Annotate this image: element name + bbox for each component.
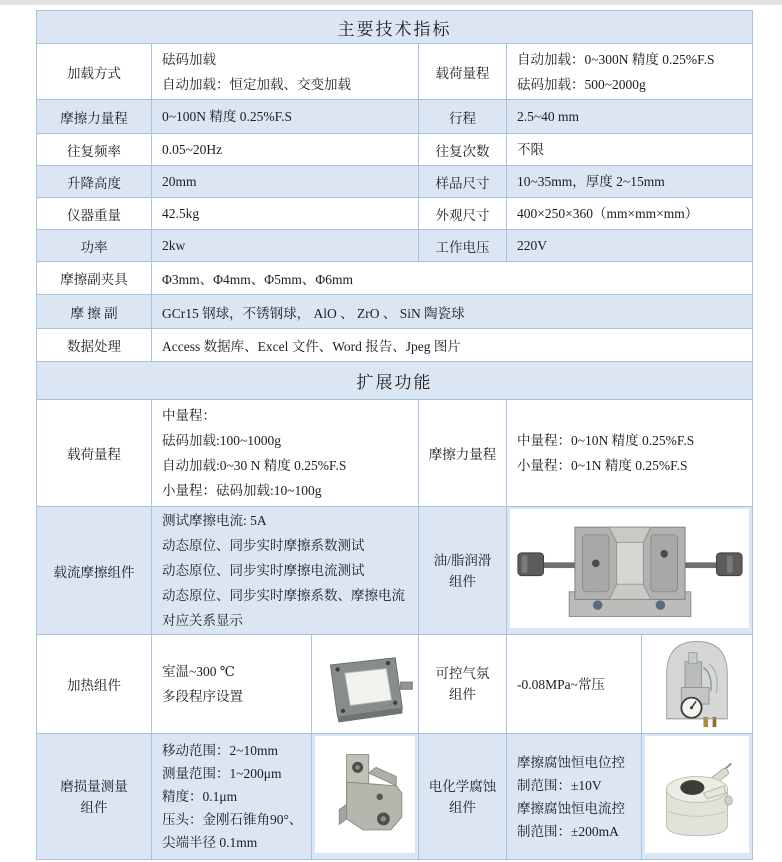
spec-value: 0.05~20Hz — [152, 134, 419, 166]
spec-value: 220V — [507, 230, 753, 262]
spec-label: 加热组件 — [37, 635, 152, 734]
spec-value: 20mm — [152, 166, 419, 198]
spec-label: 功率 — [37, 230, 152, 262]
electrochemical-cell-photo — [645, 736, 749, 853]
spec-value: 2kw — [152, 230, 419, 262]
spec-label: 磨损量测量 组件 — [37, 734, 152, 860]
table-row — [37, 635, 753, 734]
spec-value: 2.5~40 mm — [507, 100, 753, 134]
table-row — [37, 198, 753, 230]
spec-value: 测试摩擦电流: 5A 动态原位、同步实时摩擦系数测试 动态原位、同步实时摩擦电流测试 动态原位、同步实时摩擦系数、摩擦电流对应关系显示 — [152, 507, 419, 635]
table-row — [37, 400, 753, 507]
spec-label: 电化学腐蚀 组件 — [419, 734, 507, 860]
spec-label: 行程 — [419, 100, 507, 134]
wear-measurement-sensor-photo — [315, 736, 415, 853]
table-row — [37, 734, 753, 860]
spec-value: 10~35mm，厚度 2~15mm — [507, 166, 753, 198]
spec-value: GCr15 钢球，不锈钢球， AlO 、 ZrO 、 SiN 陶瓷球 — [152, 295, 753, 329]
spec-label: 外观尺寸 — [419, 198, 507, 230]
section-title-ext: 扩展功能 — [37, 362, 753, 400]
spec-label: 油/脂润滑 组件 — [419, 507, 507, 635]
table-row — [37, 507, 753, 635]
photo-cell — [642, 635, 753, 734]
table-row — [37, 329, 753, 362]
spec-label: 样品尺寸 — [419, 166, 507, 198]
spec-label: 升降高度 — [37, 166, 152, 198]
table-row — [37, 134, 753, 166]
spec-value: 中量程： 砝码加载:100~1000g 自动加载:0~30 N 精度 0.25%F.S 小量程：砝码加载:10~100g — [152, 400, 419, 507]
heating-plate-photo — [315, 637, 415, 727]
spec-value: 砝码加载 自动加载：恒定加载、交变加载 — [152, 44, 419, 100]
spec-value: 42.5kg — [152, 198, 419, 230]
spec-label: 摩 擦 副 — [37, 295, 152, 329]
bell-jar-illustration — [645, 636, 749, 728]
photo-cell — [312, 635, 419, 734]
spec-value: 移动范围：2~10mm 测量范围：1~200μm 精度：0.1μm 压头：金刚石锥角90°、尖端半径 0.1mm — [152, 734, 312, 860]
spec-label: 往复频率 — [37, 134, 152, 166]
spec-value: 自动加载：0~300N 精度 0.25%F.S 砝码加载：500~2000g — [507, 44, 753, 100]
table-row — [37, 262, 753, 295]
photo-cell — [642, 734, 753, 860]
section-title-main: 主要技术指标 — [37, 11, 753, 44]
spec-label: 摩擦副夹具 — [37, 262, 152, 295]
controlled-atmosphere-bell-jar-photo — [645, 637, 749, 727]
spec-value: Access 数据库、Excel 文件、Word 报告、Jpeg 图片 — [152, 329, 753, 362]
photo-cell — [507, 507, 753, 635]
fixture-illustration — [514, 512, 746, 626]
table-row — [37, 295, 753, 329]
spec-label: 载荷量程 — [37, 400, 152, 507]
heater-illustration — [316, 638, 415, 727]
spec-value: 不限 — [507, 134, 753, 166]
spec-label: 仪器重量 — [37, 198, 152, 230]
page-top-edge — [0, 0, 782, 5]
electro-cell-illustration — [646, 738, 748, 852]
spec-value: Φ3mm、Φ4mm、Φ5mm、Φ6mm — [152, 262, 753, 295]
spec-value: 室温~300 ℃ 多段程序设置 — [152, 635, 312, 734]
section-header-main — [37, 11, 753, 44]
photo-cell — [312, 734, 419, 860]
wear-sensor-illustration — [319, 738, 411, 852]
spec-value: 摩擦腐蚀恒电位控制范围：±10V 摩擦腐蚀恒电流控制范围：±200mA — [507, 734, 642, 860]
oil-grease-lubrication-fixture-photo — [510, 509, 749, 628]
section-header-ext — [37, 362, 753, 400]
spec-value: 0~100N 精度 0.25%F.S — [152, 100, 419, 134]
spec-label: 加载方式 — [37, 44, 152, 100]
table-row — [37, 100, 753, 134]
spec-label: 数据处理 — [37, 329, 152, 362]
spec-label: 载流摩擦组件 — [37, 507, 152, 635]
spec-label: 往复次数 — [419, 134, 507, 166]
spec-label: 可控气氛 组件 — [419, 635, 507, 734]
spec-value: 中量程：0~10N 精度 0.25%F.S 小量程：0~1N 精度 0.25%F.S — [507, 400, 753, 507]
spec-label: 摩擦力量程 — [419, 400, 507, 507]
spec-value: -0.08MPa~常压 — [507, 635, 642, 734]
table-row — [37, 230, 753, 262]
spec-label: 工作电压 — [419, 230, 507, 262]
spec-label: 载荷量程 — [419, 44, 507, 100]
table-row — [37, 44, 753, 100]
spec-label: 摩擦力量程 — [37, 100, 152, 134]
table-row — [37, 166, 753, 198]
spec-table — [36, 10, 753, 860]
spec-value: 400×250×360（mm×mm×mm） — [507, 198, 753, 230]
